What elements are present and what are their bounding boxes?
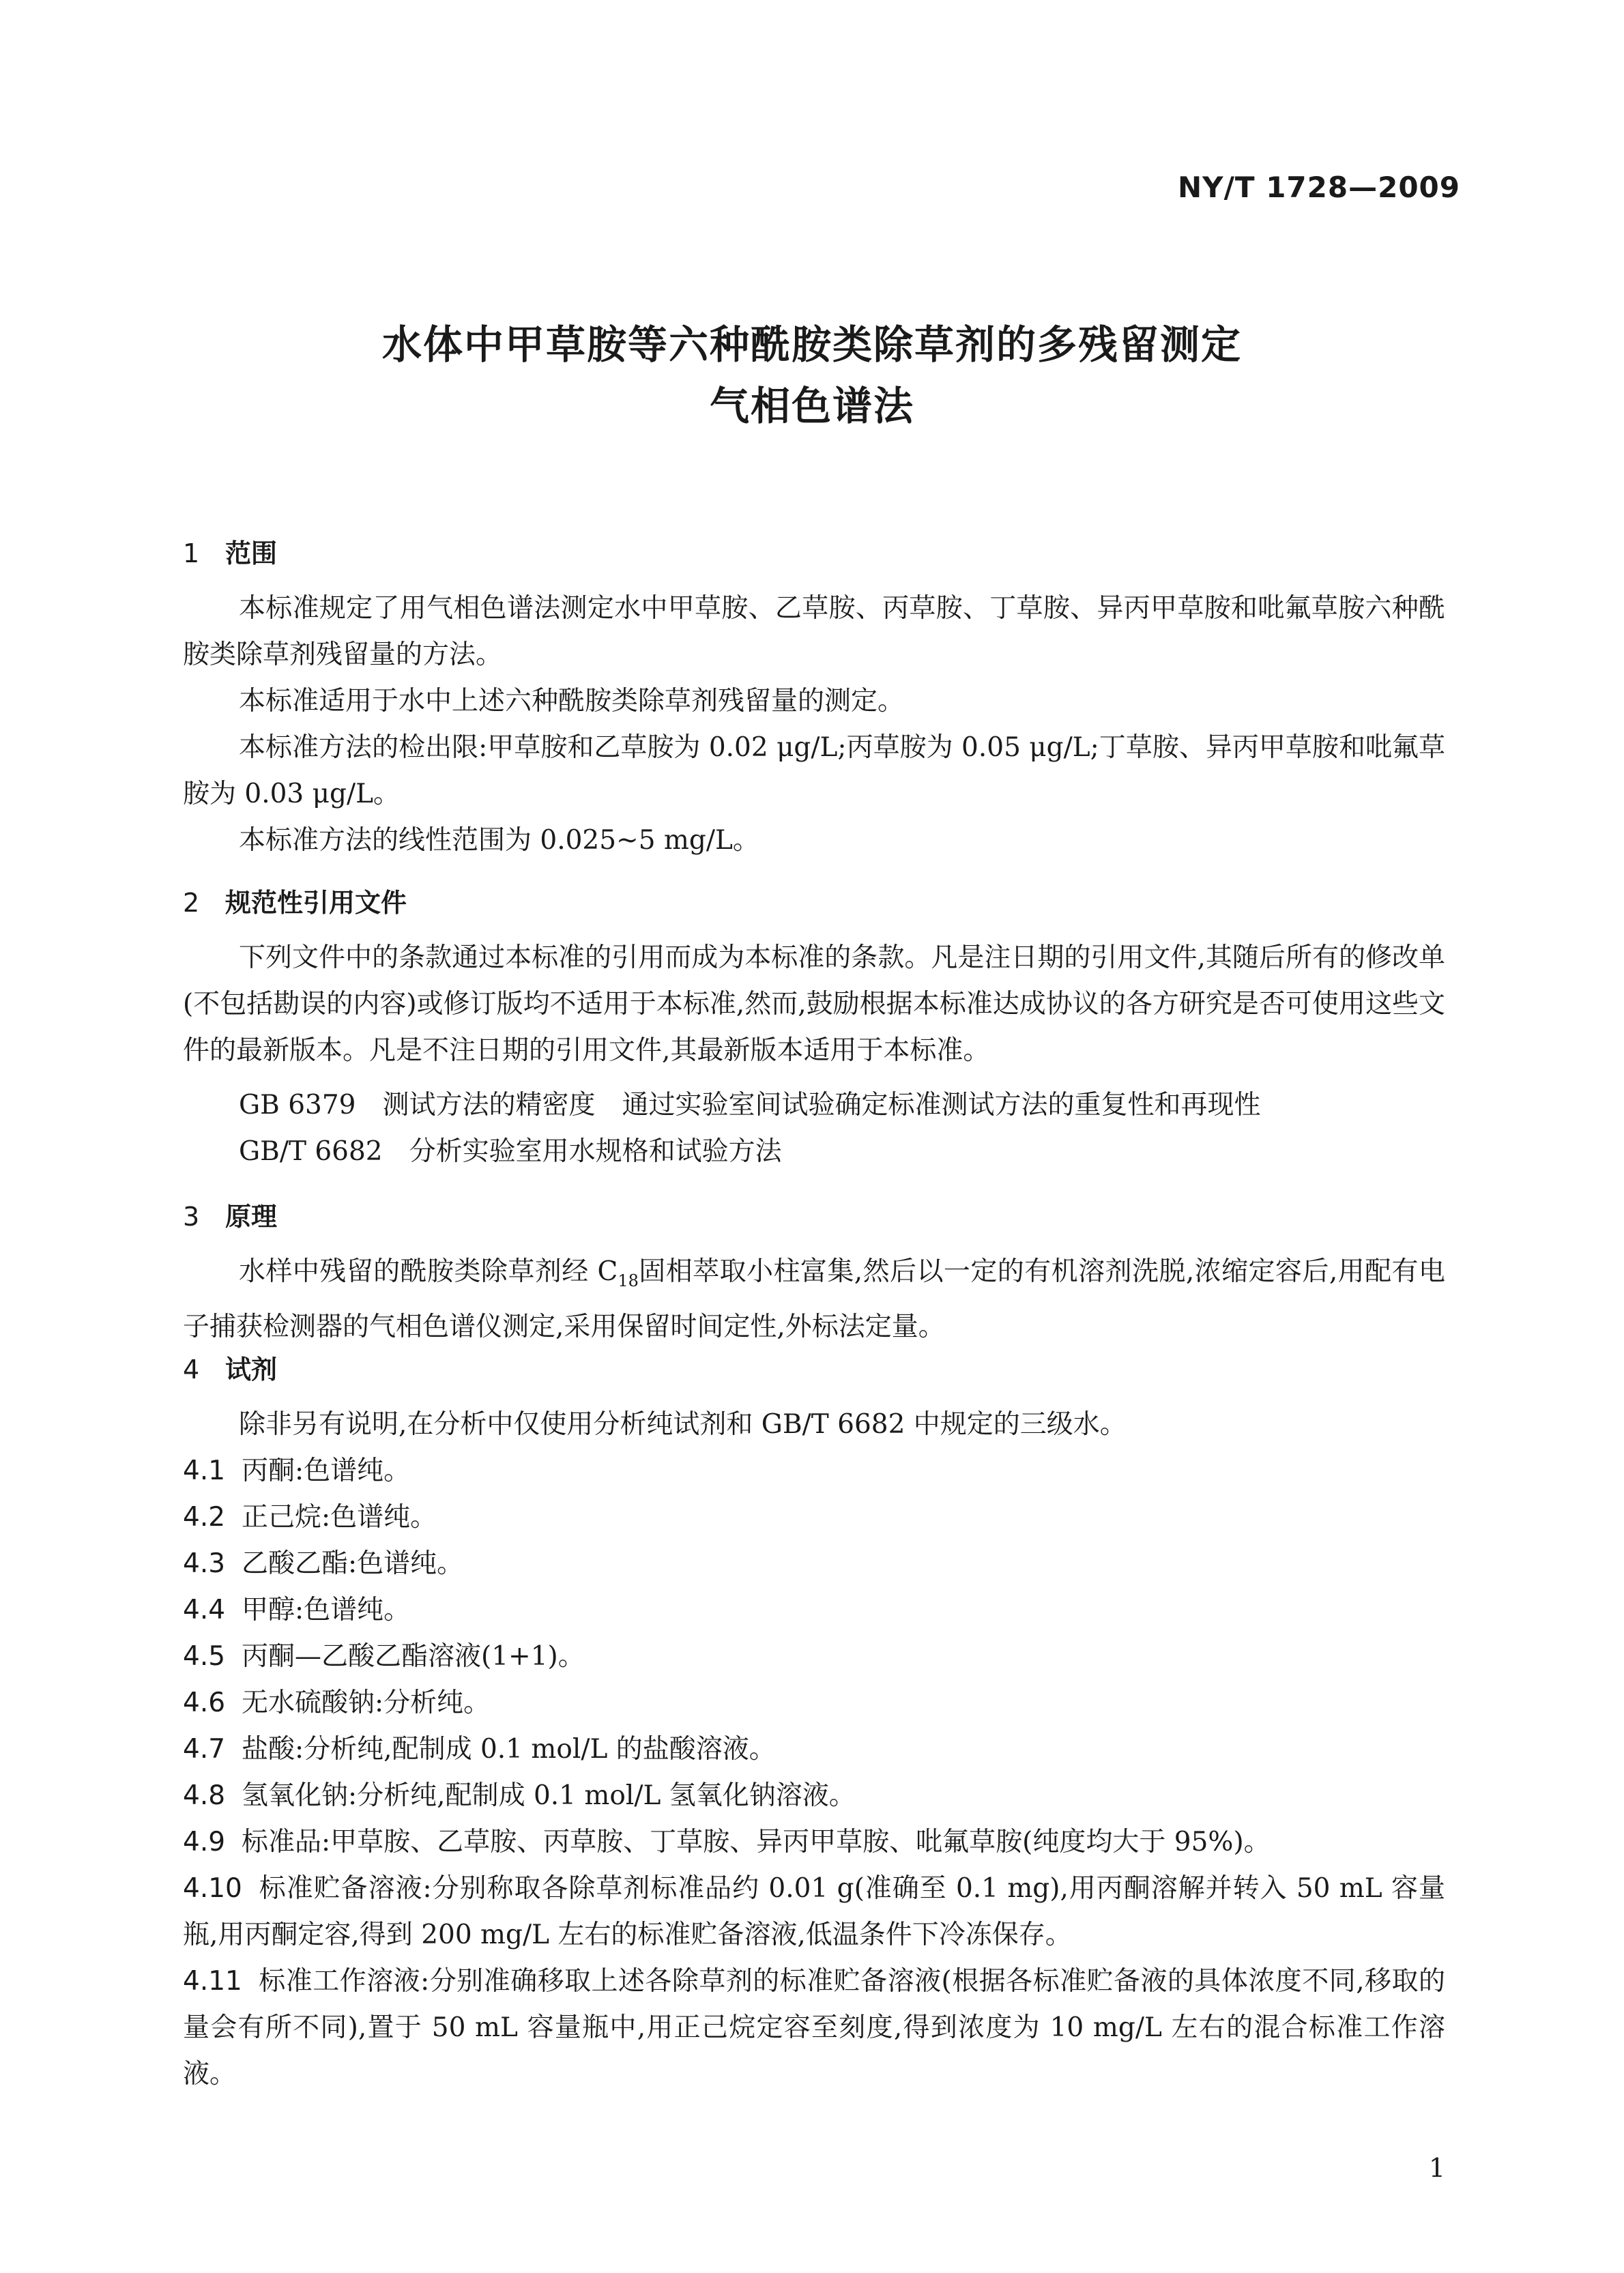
item-number: 4.7 [183, 1734, 226, 1765]
reference-gb-t-6682: GB/T 6682 分析实验室用水规格和试验方法 [239, 1136, 782, 1167]
principle-text-b: 固相萃取小柱富集,然后以一定的有机溶剂洗脱,浓缩定容后,用配有电子捕获检测器的气相色谱仪测定,采用保留时间定性,外标法定量。 [183, 1256, 1445, 1342]
item-number: 4.2 [183, 1502, 226, 1533]
reagent-item [183, 1494, 1445, 1541]
reference-gb-6379: GB 6379 测试方法的精密度 通过实验室间试验确定标准测试方法的重复性和再现性 [239, 1090, 1261, 1120]
item-number: 4.4 [183, 1595, 226, 1625]
section-title: 规范性引用文件 [225, 888, 407, 918]
reagent-item [183, 1726, 1445, 1773]
section-title: 范围 [225, 538, 278, 568]
section-heading-normative-references [183, 882, 407, 919]
section-heading-principle [183, 1196, 277, 1233]
section-number: 1 [183, 538, 200, 568]
document-title: 水体中甲草胺等六种酰胺类除草剂的多残留测定 [381, 321, 1242, 368]
item-number: 4.11 [183, 1966, 242, 1997]
reagent-item [183, 1541, 1445, 1587]
item-text: 乙酸乙酯:色谱纯。 [242, 1548, 464, 1579]
scope-paragraph-1: 本标准规定了用气相色谱法测定水中甲草胺、乙草胺、丙草胺、丁草胺、异丙甲草胺和吡氟草胺六种酰胺类除草剂残留量的方法。 [183, 593, 1445, 670]
item-number: 4.5 [183, 1641, 226, 1672]
reagent-item [183, 1448, 1445, 1494]
principle-subscript: 18 [618, 1271, 639, 1290]
item-number: 4.3 [183, 1548, 226, 1579]
scope-paragraph-4: 本标准方法的线性范围为 0.025~5 mg/L。 [239, 825, 759, 856]
reagents-intro: 除非另有说明,在分析中仅使用分析纯试剂和 GB/T 6682 中规定的三级水。 [239, 1409, 1127, 1440]
item-text: 无水硫酸钠:分析纯。 [242, 1688, 491, 1718]
item-text: 标准工作溶液:分别准确移取上述各除草剂的标准贮备溶液(根据各标准贮备液的具体浓度不同,移取的量会有所不同),置于 50 mL 容量瓶中,用正己烷定容至刻度,得到浓度为 10 mg/L 左右的混合标准工作溶液。 [183, 1966, 1445, 2089]
item-number: 4.9 [183, 1827, 226, 1857]
section-number: 3 [183, 1202, 200, 1232]
section-title: 原理 [225, 1202, 278, 1232]
reagent-item [183, 1866, 1445, 1958]
item-text: 标准品:甲草胺、乙草胺、丙草胺、丁草胺、异丙甲草胺、吡氟草胺(纯度均大于 95%)。 [242, 1827, 1271, 1857]
section-number: 2 [183, 888, 200, 918]
item-text: 标准贮备溶液:分别称取各除草剂标准品约 0.01 g(准确至 0.1 mg),用丙酮溶解并转入 50 mL 容量瓶,用丙酮定容,得到 200 mg/L 左右的标准贮备溶液,低温条件下冷冻保存。 [183, 1873, 1445, 1950]
reagent-item [183, 1819, 1445, 1866]
principle-paragraph [183, 1249, 1445, 1350]
page-number: 1 [1428, 2153, 1445, 2183]
reagent-item [183, 1958, 1445, 2098]
item-number: 4.6 [183, 1688, 226, 1718]
section-heading-scope [183, 532, 277, 570]
section-heading-reagents [183, 1348, 277, 1386]
item-number: 4.1 [183, 1456, 226, 1486]
reagent-item [183, 1587, 1445, 1634]
item-text: 正己烷:色谱纯。 [242, 1502, 437, 1533]
item-text: 氢氧化钠:分析纯,配制成 0.1 mol/L 氢氧化钠溶液。 [242, 1780, 856, 1811]
item-number: 4.10 [183, 1873, 242, 1904]
item-number: 4.8 [183, 1780, 226, 1811]
standard-number: NY/T 1728—2009 [1178, 171, 1460, 204]
section-title: 试剂 [225, 1355, 278, 1385]
document-subtitle: 气相色谱法 [709, 383, 914, 429]
reagent-item [183, 1680, 1445, 1726]
scope-paragraph-2: 本标准适用于水中上述六种酰胺类除草剂残留量的测定。 [239, 686, 905, 716]
reagent-item [183, 1634, 1445, 1680]
item-text: 甲醇:色谱纯。 [242, 1595, 411, 1625]
item-text: 盐酸:分析纯,配制成 0.1 mol/L 的盐酸溶液。 [242, 1734, 776, 1765]
principle-text-a: 水样中残留的酰胺类除草剂经 C [239, 1256, 618, 1287]
section-number: 4 [183, 1355, 200, 1385]
item-text: 丙酮—乙酸乙酯溶液(1+1)。 [242, 1641, 585, 1672]
references-paragraph: 下列文件中的条款通过本标准的引用而成为本标准的条款。凡是注日期的引用文件,其随后所有的修改单(不包括勘误的内容)或修订版均不适用于本标准,然而,鼓励根据本标准达成协议的各方研究是否可使用这些文件的最新版本。凡是不注日期的引用文件,其最新版本适用于本标准。 [183, 942, 1445, 1066]
scope-paragraph-3: 本标准方法的检出限:甲草胺和乙草胺为 0.02 μg/L;丙草胺为 0.05 μg/L;丁草胺、异丙甲草胺和吡氟草胺为 0.03 μg/L。 [183, 732, 1445, 809]
reagent-item [183, 1773, 1445, 1819]
item-text: 丙酮:色谱纯。 [242, 1456, 411, 1486]
